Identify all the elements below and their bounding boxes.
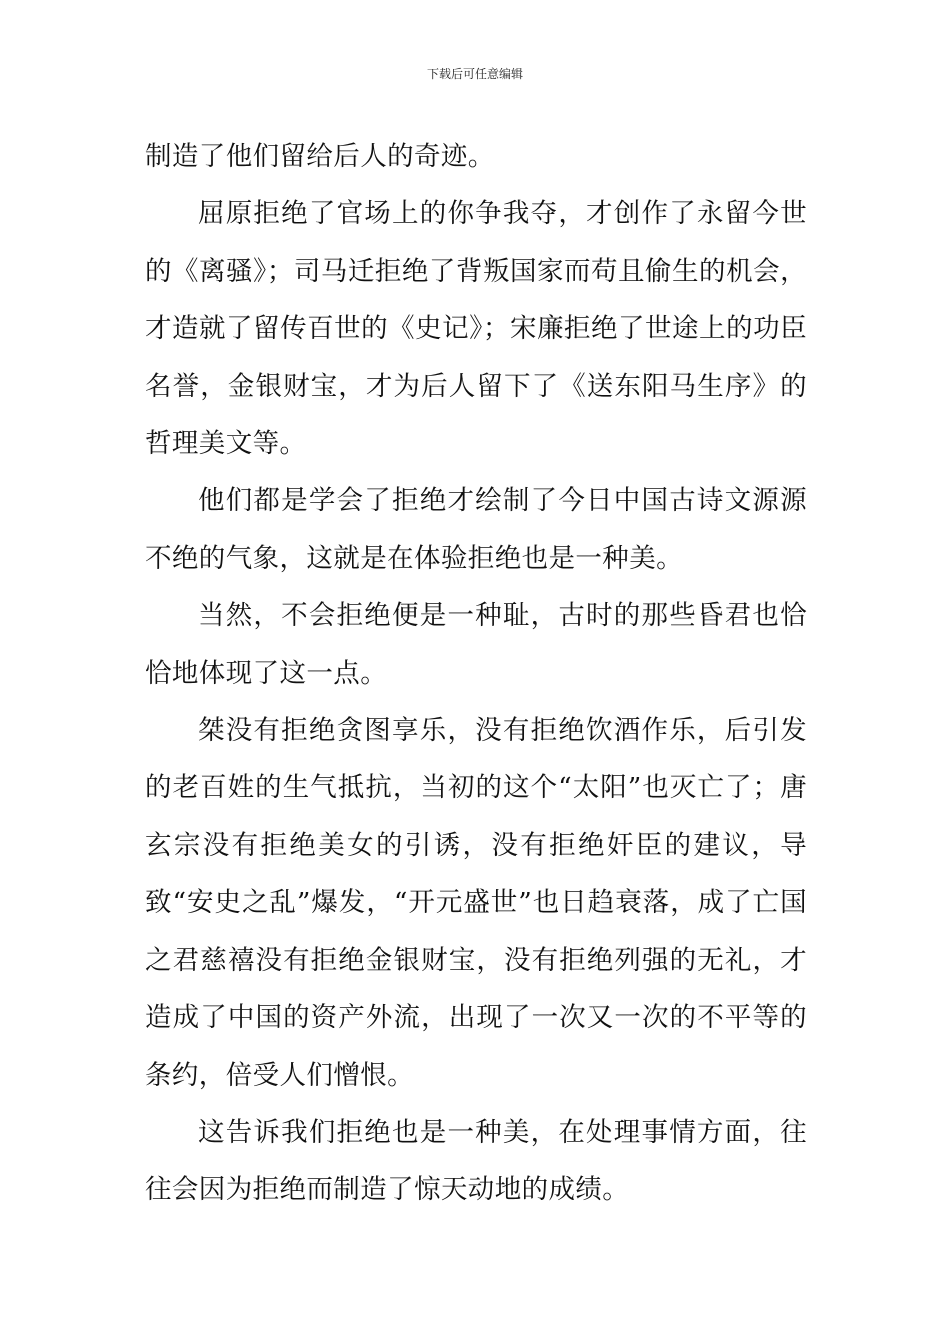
paragraph-6: 这告诉我们拒绝也是一种美，在处理事情方面，往往会因为拒绝而制造了惊天动地的成绩。	[145, 1116, 807, 1206]
document-body	[145, 128, 807, 1219]
paragraph-3: 他们都是学会了拒绝才绘制了今日中国古诗文源源不绝的气象，这就是在体验拒绝也是一种美。	[145, 485, 807, 574]
paragraph-2: 屈原拒绝了官场上的你争我夺，才创作了永留今世的《离骚》；司马迁拒绝了背叛国家而苟且偷生的机会，才造就了留传百世的《史记》；宋廉拒绝了世途上的功臣名誉，金银财宝，才为后人留下了《送东阳马生序》的哲理美文等。	[145, 198, 807, 460]
paragraph-1: 制造了他们留给后人的奇迹。	[145, 141, 495, 172]
page-header-note: 下载后可任意编辑	[426, 67, 523, 81]
paragraph-5: 桀没有拒绝贪图享乐，没有拒绝饮酒作乐，后引发的老百姓的生气抵抗，当初的这个“太阳”也灭亡了；唐玄宗没有拒绝美女的引诱，没有拒绝奸臣的建议，导致“安史之乱”爆发，“开元盛世”也日趋衰落，成了亡国之君慈禧没有拒绝金银财宝，没有拒绝列强的无礼，才造成了中国的资产外流，出现了一次又一次的不平等的条约，倍受人们憎恨。	[145, 715, 807, 1091]
paragraph-4: 当然，不会拒绝便是一种耻，古时的那些昏君也恰恰地体现了这一点。	[145, 600, 807, 689]
